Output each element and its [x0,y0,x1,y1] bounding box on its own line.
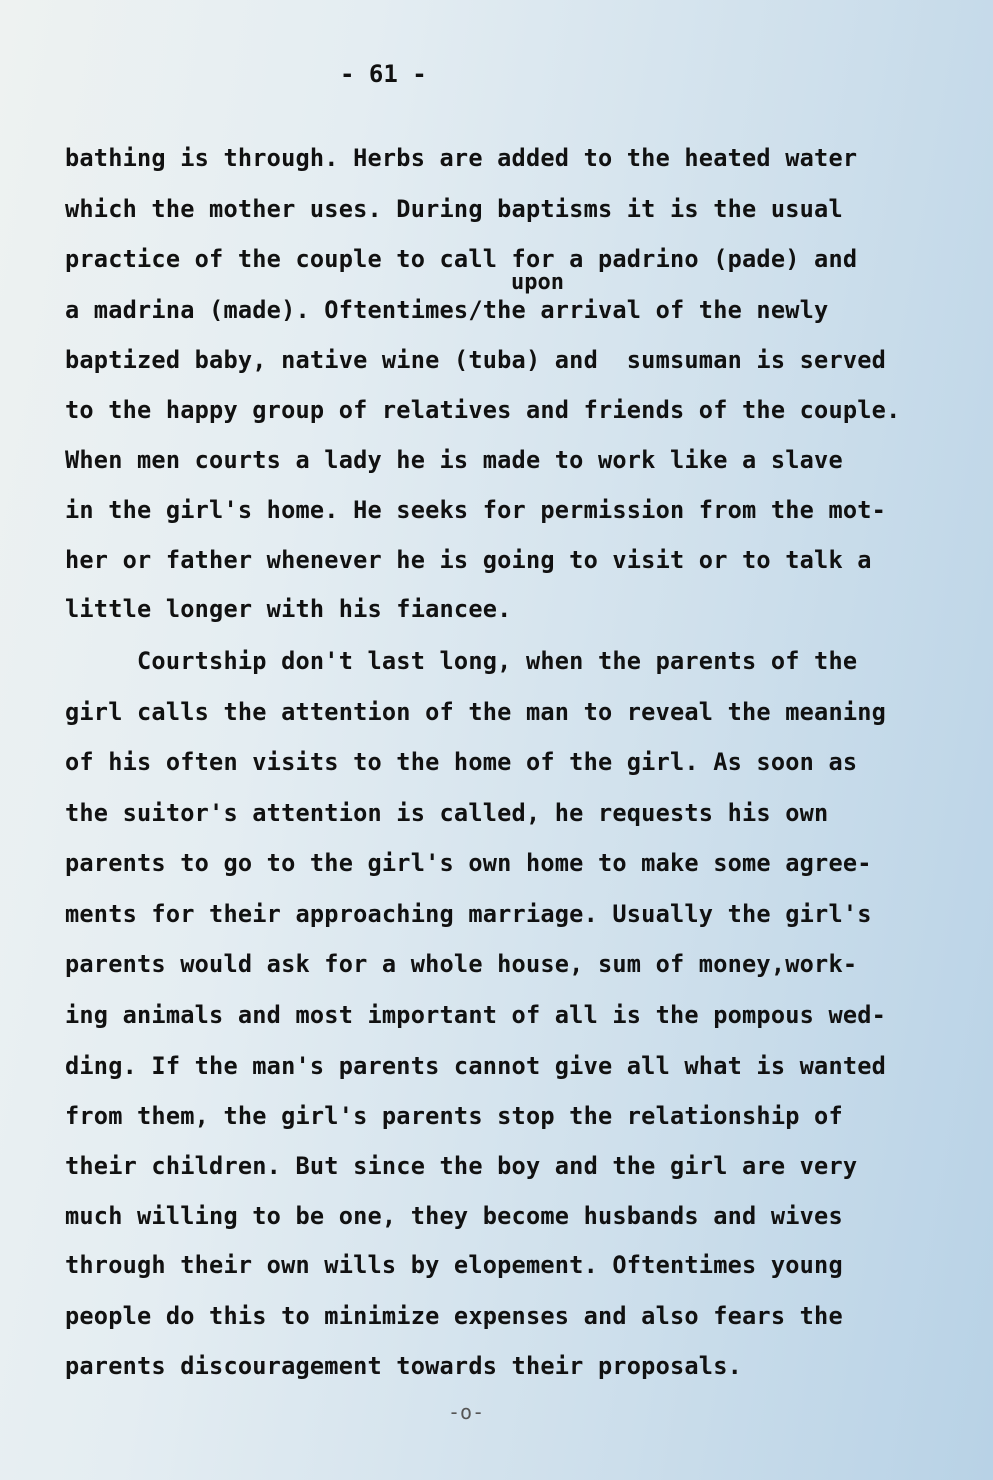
text-line: ing animals and most important of all is the pompous wed- [65,1001,887,1029]
text-line: little longer with his fiancee. [65,595,512,623]
interlinear-insertion: upon [511,270,564,295]
text-line: parents discouragement towards their proposals. [65,1352,743,1380]
text-line: a madrina (made). Oftentimes/the arrival of the newly [65,296,829,324]
text-line: ments for their approaching marriage. Usually the girl's [65,900,872,928]
footer-mark: -o- [448,1400,485,1424]
text-line: parents would ask for a whole house, sum of money,work- [65,950,858,978]
text-line: to the happy group of relatives and friends of the couple. [65,396,901,424]
text-line: baptized baby, native wine (tuba) and sumsuman is served [65,346,887,374]
text-line: through their own wills by elopement. Oftentimes young [65,1251,843,1279]
text-line: of his often visits to the home of the girl. As soon as [65,748,858,776]
text-line: practice of the couple to call for a padrino (pade) and [65,245,858,273]
text-line: Courtship don't last long, when the parents of the [65,647,858,675]
text-line: people do this to minimize expenses and also fears the [65,1302,843,1330]
text-line: parents to go to the girl's own home to make some agree- [65,849,872,877]
text-line: her or father whenever he is going to visit or to talk a [65,546,872,574]
text-line: When men courts a lady he is made to work like a slave [65,446,843,474]
text-line: much willing to be one, they become husbands and wives [65,1202,843,1230]
text-line: their children. But since the boy and the girl are very [65,1152,858,1180]
text-line: ding. If the man's parents cannot give all what is wanted [65,1052,887,1080]
page-number: - 61 - [340,60,427,88]
text-line: bathing is through. Herbs are added to the heated water [65,144,858,172]
text-line: the suitor's attention is called, he requests his own [65,799,829,827]
text-line: from them, the girl's parents stop the relationship of [65,1102,843,1130]
text-line: in the girl's home. He seeks for permission from the mot- [65,496,887,524]
text-line: which the mother uses. During baptisms it is the usual [65,195,843,223]
text-line: girl calls the attention of the man to reveal the meaning [65,698,887,726]
